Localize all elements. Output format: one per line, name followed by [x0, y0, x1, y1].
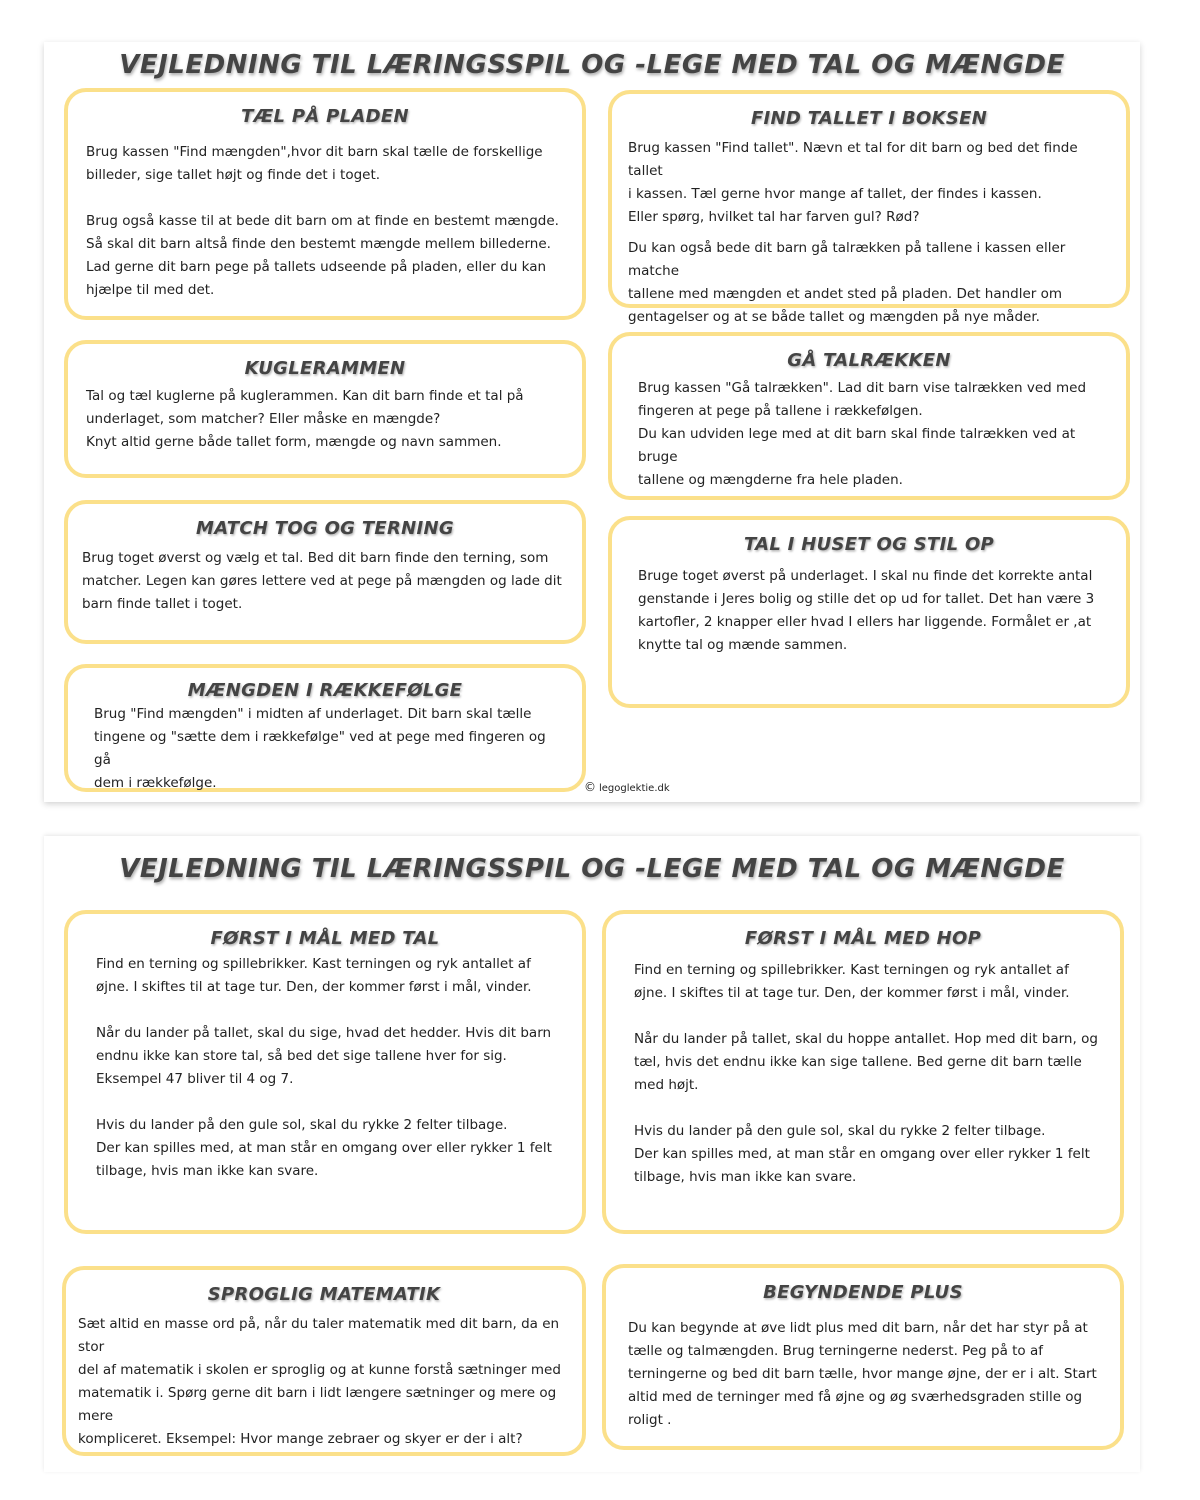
- card-title: TAL I HUSET OG STIL OP: [743, 534, 995, 555]
- card-paragraph: Bruge toget øverst på underlaget. I skal nu finde det korrekte antal genstande i Jeres bolig og stille det op ud for tallet. Det han være 3 kartofler, 2 knapper eller hvad I ellers har liggende. Formålet er ,at knytte tal og mænde sammen.: [638, 568, 1095, 653]
- card-paragraph: Hvis du lander på den gule sol, skal du rykke 2 felter tilbage. Der kan spilles med, at man står en omgang over eller rykker 1 felt tilbage, hvis man ikke kan svare.: [96, 1117, 552, 1179]
- card-foerst-i-maal-med-tal: [64, 910, 586, 1234]
- copyright-icon: ©: [584, 780, 596, 794]
- card-title: MÆNGDEN I RÆKKEFØLGE: [187, 680, 463, 701]
- card-paragraph: Brug også kasse til at bede dit barn om at finde en bestemt mængde. Så skal dit barn altså finde den bestemt mængde mellem billederne. Lad gerne dit barn pege på tallets udseende på pladen, eller du kan hjælpe til med det.: [86, 213, 559, 298]
- card-match-tog-og-terning: [64, 500, 586, 644]
- card-paragraph: Brug kassen "Gå talrækken". Lad dit barn vise talrækken ved med fingeren at pege på tallene i rækkefølgen. Du kan udviden lege med at dit barn skal finde talrækken ved at bruge tallene og mængderne fra hele pladen.: [638, 380, 1087, 488]
- card-title: BEGYNDENDE PLUS: [763, 1282, 963, 1303]
- card-paragraph: Hvis du lander på den gule sol, skal du rykke 2 felter tilbage. Der kan spilles med, at man står en omgang over eller rykker 1 felt tilbage, hvis man ikke kan svare.: [634, 1123, 1090, 1185]
- card-title: SPROGLIG MATEMATIK: [207, 1284, 441, 1305]
- footer-credit: [584, 780, 670, 794]
- card-find-tallet-i-boksen: [608, 90, 1130, 325]
- card-tal-i-huset-og-stil-op: [608, 516, 1130, 708]
- card-paragraph: Sæt altid en masse ord på, når du taler matematik med dit barn, da en stor del af matematik i skolen er sproglig og at kunne forstå sætninger med matematik i. Spørg gerne dit barn i lidt længere sætninger og mere og mere kompliceret. Eksempel: Hvor mange zebraer og skyer er der i alt?: [78, 1316, 561, 1447]
- footer-text: legoglektie.dk: [599, 783, 670, 794]
- card-paragraph: Find en terning og spillebrikker. Kast terningen og ryk antallet af øjne. I skiftes til at tage tur. Den, der kommer først i mål, vinder.: [96, 956, 532, 995]
- card-title: TÆL PÅ PLADEN: [241, 106, 409, 127]
- page-title: VEJLEDNING TIL LÆRINGSSPIL OG -LEGE MED TAL OG MÆNGDE: [119, 50, 1065, 80]
- card-title: KUGLERAMMEN: [244, 358, 406, 379]
- card-title: FØRST I MÅL MED TAL: [210, 928, 440, 949]
- card-paragraph: Brug toget øverst og vælg et tal. Bed dit barn finde den terning, som matcher. Legen kan gøres lettere ved at pege på mængden og lade dit barn finde tallet i toget.: [82, 550, 562, 612]
- card-paragraph: Brug kassen "Find mængden",hvor dit barn skal tælle de forskellige billeder, sige tallet højt og finde det i toget.: [86, 144, 543, 183]
- card-maengden-i-raekkefoelge: [64, 664, 586, 792]
- card-gaa-talraekken: [608, 332, 1130, 500]
- card-paragraph: Du kan også bede dit barn gå talrækken på tallene i kassen eller matche tallene med mængden et andet sted på pladen. Det handler om gentagelser og at se både tallet og mængden på nye måder.: [628, 240, 1066, 325]
- card-kuglerammen: [64, 340, 586, 478]
- card-begyndende-plus: [602, 1264, 1124, 1450]
- card-title: GÅ TALRÆKKEN: [787, 350, 951, 371]
- card-paragraph: Find en terning og spillebrikker. Kast terningen og ryk antallet af øjne. I skiftes til at tage tur. Den, der kommer først i mål, vinder.: [634, 962, 1070, 1001]
- card-paragraph: Brug "Find mængden" i midten af underlaget. Dit barn skal tælle tingene og "sætte dem i rækkefølge" ved at pege med fingeren og gå dem i rækkefølge.: [94, 706, 546, 791]
- card-paragraph: Du kan begynde at øve lidt plus med dit barn, når det har styr på at tælle og talmængden. Brug terningerne nederst. Peg på to af terningerne og bed dit barn tælle, hvor mange øjne, der er i alt. Start altid med de terninger med få øjne og øg sværhedsgraden stille og roligt .: [628, 1320, 1097, 1428]
- card-title: MATCH TOG OG TERNING: [196, 518, 454, 539]
- card-title: FØRST I MÅL MED HOP: [744, 928, 982, 949]
- card-paragraph: Når du lander på tallet, skal du sige, hvad det hedder. Hvis dit barn endnu ikke kan store tal, så bed det sige tallene hver for sig. Eksempel 47 bliver til 4 og 7.: [96, 1025, 552, 1087]
- card-paragraph: Tal og tæl kuglerne på kuglerammen. Kan dit barn finde et tal på underlaget, som matcher? Eller måske en mængde? Knyt altid gerne både tallet form, mængde og navn sammen.: [86, 388, 524, 450]
- card-paragraph: Når du lander på tallet, skal du hoppe antallet. Hop med dit barn, og tæl, hvis det endnu ikke kan sige tallene. Bed gerne dit barn tælle med højt.: [634, 1031, 1098, 1093]
- page-title: VEJLEDNING TIL LÆRINGSSPIL OG -LEGE MED TAL OG MÆNGDE: [119, 854, 1065, 884]
- card-foerst-i-maal-med-hop: [602, 910, 1124, 1234]
- card-title: FIND TALLET I BOKSEN: [750, 108, 988, 129]
- card-tael-paa-pladen: [64, 88, 586, 320]
- worksheet-page-2: [44, 836, 1140, 1472]
- card-paragraph: Brug kassen "Find tallet". Nævn et tal for dit barn og bed det finde tallet i kassen. Tæl gerne hvor mange af tallet, der findes i kassen. Eller spørg, hvilket tal har farven gul? Rød?: [628, 140, 1078, 225]
- card-sproglig-matematik: [62, 1266, 586, 1456]
- worksheet-page-1: [44, 42, 1140, 802]
